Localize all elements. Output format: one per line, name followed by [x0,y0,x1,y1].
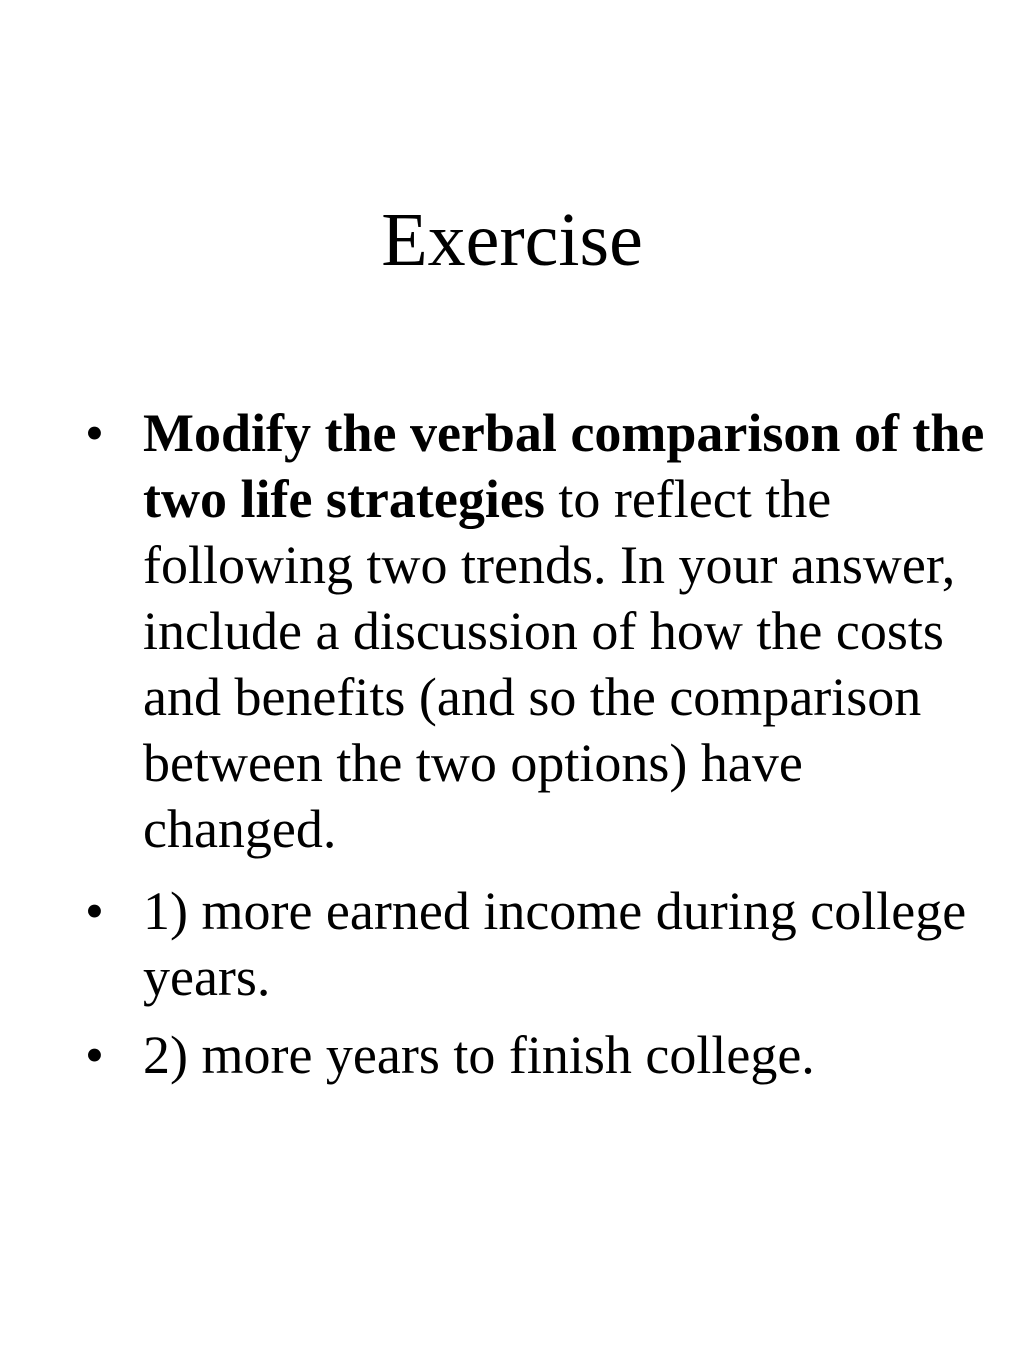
bullet-icon: • [85,1025,104,1085]
bullet-text: 2) more years to finish college. [143,1025,815,1085]
bullet-item-trend-2 [85,1022,985,1088]
bullet-item-instructions [85,400,985,862]
bullet-icon: • [85,403,104,463]
bullet-item-trend-1 [85,878,985,1010]
bullet-list [85,400,985,1100]
bullet-text: to reflect the following two trends. In your answer, include a discussion of how the costs and benefits (and so the comparison between the two options) have changed. [143,469,956,859]
slide-title: Exercise [381,198,643,282]
bullet-bold-text: Modify the verbal comparison of the two life strategies [143,403,985,529]
bullet-icon: • [85,881,104,941]
bullet-text: 1) more earned income during college years. [143,881,967,1007]
